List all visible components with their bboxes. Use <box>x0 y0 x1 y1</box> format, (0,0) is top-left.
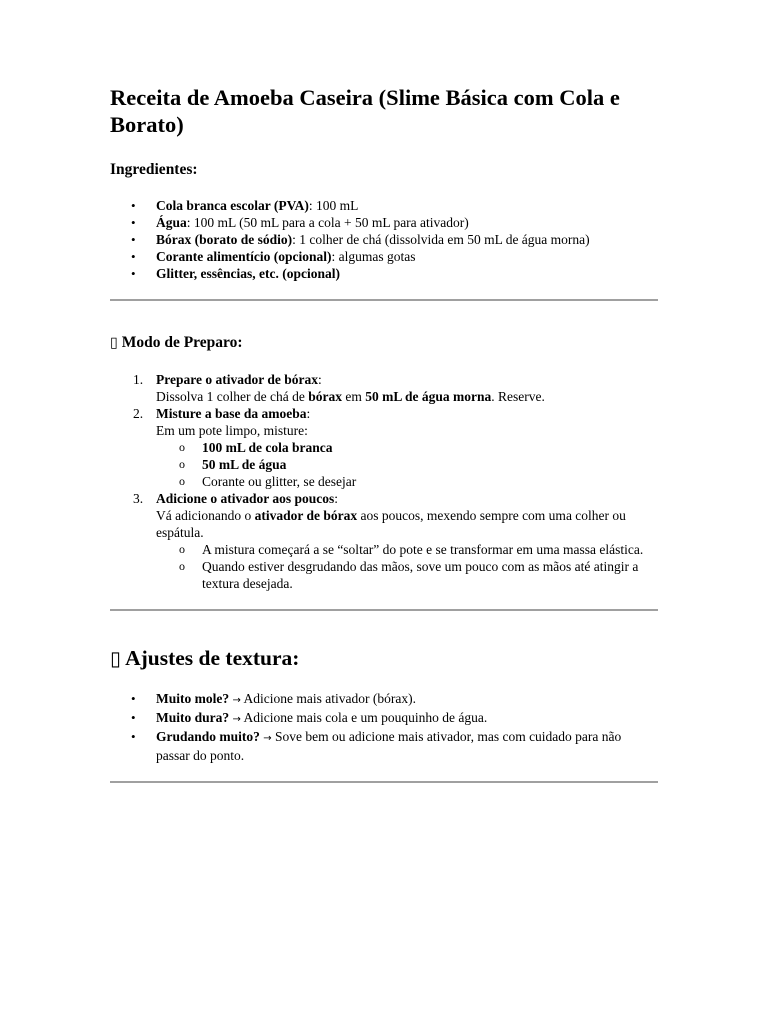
step-title: Prepare o ativador de bórax: <box>156 372 322 387</box>
step-item: 1. Prepare o ativador de bórax: Dissolva 1 colher de chá de bórax em 50 mL de água morna. Reserve. <box>110 371 658 405</box>
sub-item: o Corante ou glitter, se desejar <box>179 474 357 489</box>
arrow-right-icon: → <box>263 733 272 744</box>
list-item: • Muito dura? → Adicione mais cola e um pouquinho de água. <box>131 710 488 725</box>
sub-list <box>156 439 658 490</box>
step-item: 2. Misture a base da amoeba: Em um pote limpo, misture: o 100 mL de cola branca o 50 mL de água o Corante ou glitter, se desejar <box>110 405 658 490</box>
bullet-icon: • <box>131 249 136 264</box>
preparo-heading: ▯ Modo de Preparo: <box>110 334 243 351</box>
circle-bullet-icon: o <box>179 542 185 556</box>
step-text: Dissolva 1 colher de chá de bórax em 50 mL de água morna. Reserve. <box>156 389 545 404</box>
arrow-right-icon: → <box>232 695 241 706</box>
document-content <box>110 84 658 783</box>
ingredients-list <box>110 197 658 282</box>
sub-list <box>156 541 658 592</box>
list-item: • Bórax (borato de sódio): 1 colher de chá (dissolvida em 50 mL de água morna) <box>131 232 590 247</box>
step-title: Misture a base da amoeba: <box>156 406 311 421</box>
circle-bullet-icon: o <box>179 559 185 573</box>
ajustes-list <box>110 690 658 764</box>
page-title: Receita de Amoeba Caseira (Slime Básica com Cola e Borato) <box>110 85 620 137</box>
bullet-icon: • <box>131 198 136 213</box>
missing-glyph-icon: ▯ <box>110 335 118 351</box>
bullet-icon: • <box>131 729 136 744</box>
step-text: Vá adicionando o ativador de bórax aos poucos, mexendo sempre com uma colher ou espátula. <box>156 508 626 540</box>
bullet-icon: • <box>131 710 136 725</box>
bullet-icon: • <box>131 266 136 281</box>
sub-item: o 50 mL de água <box>179 457 287 472</box>
sub-item: o A mistura começará a se “soltar” do pote e se transformar em uma massa elástica. <box>179 542 644 557</box>
bullet-icon: • <box>131 215 136 230</box>
missing-glyph-icon: ▯ <box>110 647 121 670</box>
list-item: • Glitter, essências, etc. (opcional) <box>131 266 340 281</box>
sub-item: o 100 mL de cola branca <box>179 440 333 455</box>
circle-bullet-icon: o <box>179 474 185 488</box>
circle-bullet-icon: o <box>179 457 185 471</box>
list-item: • Cola branca escolar (PVA): 100 mL <box>131 198 359 213</box>
bullet-icon: • <box>131 232 136 247</box>
list-item: • Muito mole? → Adicione mais ativador (bórax). <box>131 691 416 706</box>
list-item: • Água: 100 mL (50 mL para a cola + 50 mL para ativador) <box>131 215 469 230</box>
step-title: Adicione o ativador aos poucos: <box>156 491 339 506</box>
preparo-steps <box>110 371 658 592</box>
circle-bullet-icon: o <box>179 440 185 454</box>
sub-item: o Quando estiver desgrudando das mãos, sove um pouco com as mãos até atingir a textura desejada. <box>179 559 639 591</box>
bullet-icon: • <box>131 691 136 706</box>
ajustes-heading: ▯ Ajustes de textura: <box>110 646 300 670</box>
arrow-right-icon: → <box>232 714 241 725</box>
list-item: • Grudando muito? → Sove bem ou adicione mais ativador, mas com cuidado para não passar do ponto. <box>131 729 622 763</box>
divider <box>110 781 658 783</box>
list-item: • Corante alimentício (opcional): algumas gotas <box>131 249 416 264</box>
step-item: 3. Adicione o ativador aos poucos: Vá adicionando o ativador de bórax aos poucos, mexendo sempre com uma colher ou espátula. o A mistura começará a se “soltar” do pote e se transformar em uma massa elástica. o Quando estiver desgrudando das mãos, sove um pouco com as mãos até atingir a textura desejada. <box>110 490 658 592</box>
step-text: Em um pote limpo, misture: <box>156 423 308 438</box>
ingredients-heading: Ingredientes: <box>110 161 198 178</box>
